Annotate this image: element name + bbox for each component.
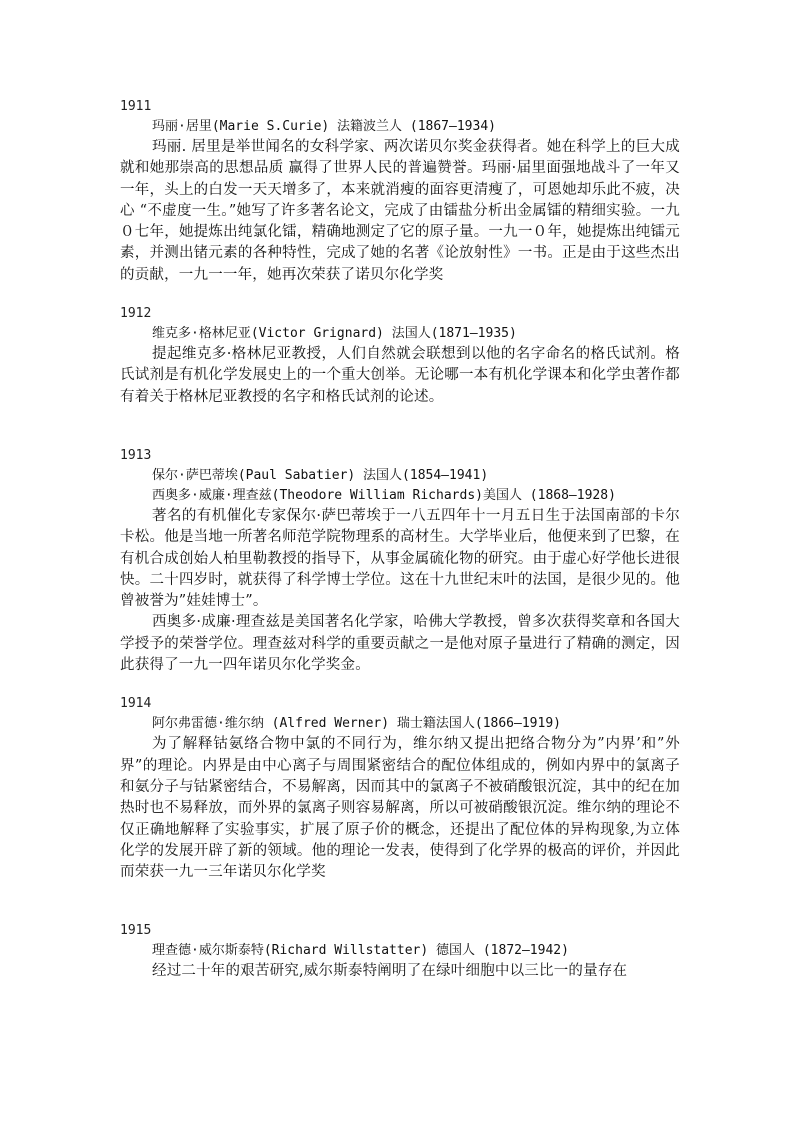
laureate-heading: 阿尔弗雷德·维尔纳 (Alfred Werner) 瑞士籍法国人(1866–1919) bbox=[152, 716, 561, 732]
section-gap bbox=[120, 286, 680, 304]
laureate-heading: 保尔·萨巴蒂埃(Paul Sabatier) 法国人(1854–1941) bbox=[152, 467, 489, 483]
laureate-heading: 西奥多·威廉·理查兹(Theodore William Richards)美国人 (1868–1928) bbox=[152, 487, 616, 503]
laureate-heading: 理查德·威尔斯泰特(Richard Willstatter) 德国人 (1872–1942) bbox=[152, 943, 569, 959]
section-gap bbox=[120, 408, 680, 446]
section-gap bbox=[120, 676, 680, 694]
section-1911 bbox=[120, 97, 680, 286]
laureate-heading: 玛丽·居里(Marie S.Curie) 法籍波兰人 (1867–1934) bbox=[152, 119, 496, 134]
section-1915 bbox=[120, 921, 680, 982]
biography-paragraph: 提起维克多·格林尼亚教授，人们自然就会联想到以他的名字命名的格氏试剂。格氏试剂是有机化学发展史上的一个重大创举。无论哪一本有机化学课本和化学虫著作都有着关于格林尼亚教授的名字和格氏试剂的论述。 bbox=[120, 346, 680, 405]
section-1913 bbox=[120, 446, 680, 676]
biography-paragraph: 西奥多·成廉·理查兹是美国著名化学家，哈佛大学教授，曾多次获得奖章和各国大学授予的荣誉学位。理查兹对科学的重要贡献之一是他对原子量进行了精确的测定，因此获得了一九一四年诺贝尔化学奖金。 bbox=[120, 614, 680, 674]
year-label: 1914 bbox=[120, 696, 152, 712]
section-1914 bbox=[120, 694, 680, 883]
year-label: 1915 bbox=[120, 923, 152, 939]
section-gap bbox=[120, 883, 680, 921]
biography-paragraph: 为了解释钴氨络合物中氯的不同行为，维尔纳又提出把络合物分为”内界’和”外界”的理论。内界是由中心离子与周围紧密结合的配位体组成的，例如内界中的氯离子和氨分子与钴紧密结合，不易解离，因而其中的氯离子不被硝酸银沉淀，其中的纪在加热时也不易释放，而外界的氯离子则容易解离，所以可被硝酸银沉淀。维尔纳的理论不仅正确地解释了实验事实，扩展了原子价的概念，还提出了配位体的异构现象,为立体化学的发展开辟了新的领域。他的理论一发表，使得到了化学界的极高的评价，并因此而荣获一九一三年诺贝尔化学奖 bbox=[120, 736, 680, 881]
year-label: 1913 bbox=[120, 447, 152, 463]
year-label: 1911 bbox=[120, 99, 152, 114]
biography-paragraph: 经过二十年的艰苦研究,威尔斯泰特阐明了在绿叶细胞中以三比一的量存在 bbox=[152, 963, 628, 980]
laureate-heading: 维克多·格林尼亚(Victor Grignard) 法国人(1871–1935) bbox=[152, 326, 517, 342]
year-label: 1912 bbox=[120, 306, 152, 322]
biography-paragraph: 玛丽. 居里是举世闻名的女科学家、两次诺贝尔奖金获得者。她在科学上的巨大成就和她那崇高的思想品质 赢得了世界人民的普遍赞誉。玛丽·届里面强地战斗了一年又一年，头上的白发一天天增多了，本来就消瘦的面容更清瘦了，可恩她却乐此不疲，决心 “不虚度一生。”她写了许多著名论文，完成了由镭盐分析出金属镭的精细实验。一九０七年，她提炼出纯氯化镭，精确地测定了它的原子量。一九一０年，她提炼出纯镭元素，并测出锗元素的各种特性，完成了她的名著《论放射性》一书。正是由于这些杰出的贡献，一九一一年，她再次荣获了诺贝尔化学奖 bbox=[120, 139, 680, 283]
section-1912 bbox=[120, 304, 680, 408]
document-page bbox=[120, 97, 680, 983]
biography-paragraph: 著名的有机催化专家保尔·萨巴蒂埃于一八五四年十一月五日生于法国南部的卡尔卡松。他是当地一所著名师范学院物理系的高材生。大学毕业后，他便来到了巴黎，在有机合成创始人柏里勒教授的指导下，从事金属硫化物的研究。由于虚心好学他长进很快。二十四岁时，就获得了科学博士学位。这在十九世纪末叶的法国，是很少见的。他曾被誉为”娃娃博士”。 bbox=[120, 507, 680, 610]
